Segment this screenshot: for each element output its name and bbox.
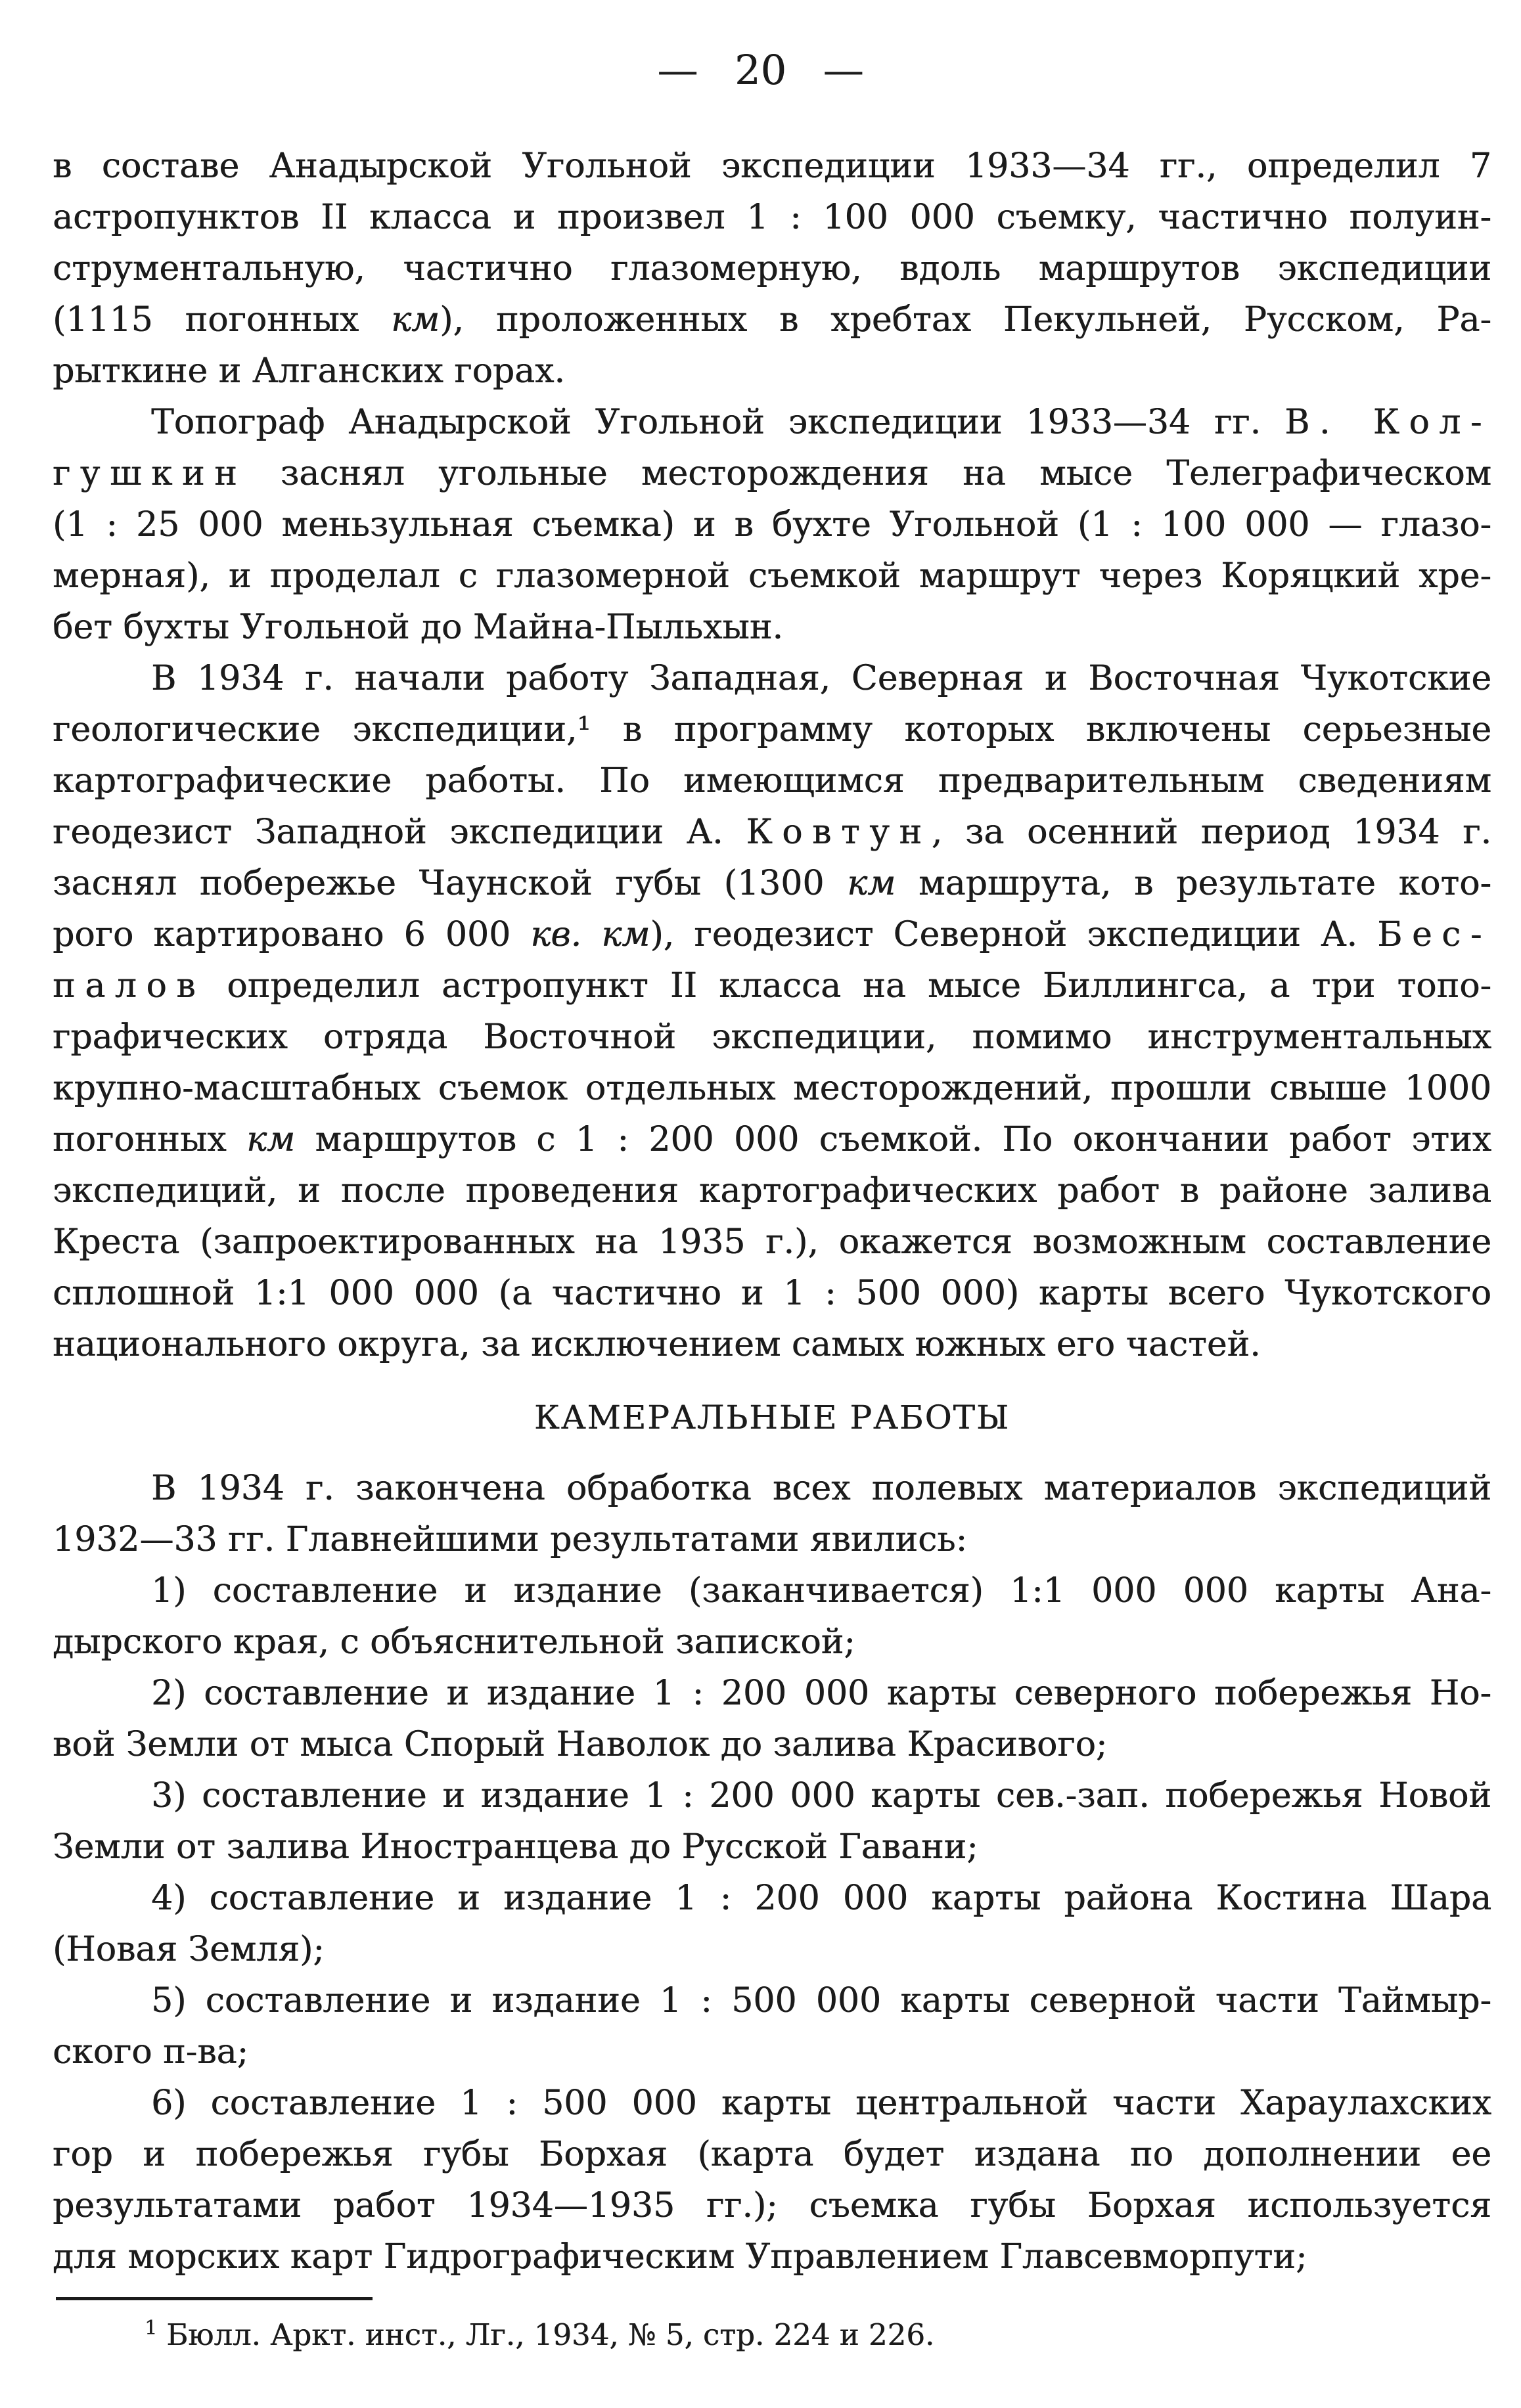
text-line: результатами работ 1934—1935 гг.); съемка губы Борхая используется — [53, 2186, 1491, 2225]
text-line: В 1934 г. закончена обработка всех полевых материалов экспедиций — [151, 1469, 1491, 1508]
text-line: В 1934 г. начали работу Западная, Северная и Восточная Чукотские — [151, 659, 1491, 698]
text-line: заснял побережье Чаунской губы (1300 км маршрута, в результате кото- — [53, 864, 1491, 903]
letterspaced-name: Ковтун — [746, 813, 932, 852]
italic-term: км — [246, 1120, 296, 1159]
text-line: вой Земли от мыса Спорый Наволок до залива Красивого; — [53, 1725, 1108, 1764]
italic-term: км — [847, 864, 896, 903]
text-line: графических отряда Восточной экспедиции, помимо инструментальных — [53, 1017, 1491, 1057]
text-line: струментальную, частично глазомерную, вдоль маршрутов экспедиции — [53, 249, 1491, 288]
text-line: (1115 погонных км), проложенных в хребтах Пекульней, Русском, Ра- — [53, 300, 1491, 340]
text-line: палов определил астропункт II класса на мысе Биллингса, а три топо- — [53, 966, 1491, 1006]
text-line: дырского края, с объяснительной запиской; — [53, 1622, 855, 1662]
text-line: экспедиций, и после проведения картографических работ в районе залива — [53, 1171, 1491, 1211]
text-line: Земли от залива Иностранцева до Русской Гавани; — [53, 1827, 978, 1867]
footnote — [53, 2315, 1491, 2355]
text-line: Креста (запроектированных на 1935 г.), окажется возможным составление — [53, 1222, 1491, 1262]
text-line: бет бухты Угольной до Майна-Пыльхын. — [53, 608, 783, 647]
text-line: картографические работы. По имеющимся предварительным сведениям — [53, 761, 1491, 801]
text-block — [53, 141, 1491, 2283]
text-line: крупно-масштабных съемок отдельных месторождений, прошли свыше 1000 — [53, 1069, 1491, 1108]
text-line: 1) составление и издание (заканчивается) 1:1 000 000 карты Ана- — [151, 1571, 1491, 1611]
text-line: национального округа, за исключением самых южных его частей. — [53, 1325, 1261, 1364]
text-line: 5) составление и издание 1 : 500 000 карты северной части Таймыр- — [151, 1981, 1491, 2020]
footnote-marker: 1 — [145, 2317, 158, 2340]
footnote-rule — [56, 2297, 373, 2300]
text-line: геодезист Западной экспедиции А. Ковтун, за осенний период 1934 г. — [53, 813, 1491, 852]
text-line: в составе Анадырской Угольной экспедиции 1933—34 гг., определил 7 — [53, 146, 1491, 186]
text-line: гор и побережья губы Борхая (карта будет издана по дополнении ее — [53, 2135, 1491, 2174]
text-line: геологические экспедиции,¹ в программу которых включены серьезные — [53, 710, 1491, 749]
letterspaced-name: Бес- — [1377, 915, 1491, 954]
text-line: астропунктов II класса и произвел 1 : 100 000 съемку, частично полуин- — [53, 198, 1491, 237]
text-line: (1 : 25 000 меньзульная съемка) и в бухте Угольной (1 : 100 000 — глазо- — [53, 505, 1491, 545]
text-line: (Новая Земля); — [53, 1930, 325, 1969]
text-line: погонных км маршрутов с 1 : 200 000 съемкой. По окончании работ этих — [53, 1120, 1491, 1159]
text-line: сплошной 1:1 000 000 (а частично и 1 : 500 000) карты всего Чукотского — [53, 1274, 1491, 1313]
text-line: ского п-ва; — [53, 2032, 249, 2072]
text-line: гушкин заснял угольные месторождения на мысе Телеграфическом — [53, 454, 1491, 493]
footnote-text: Бюлл. Аркт. инст., Лг., 1934, № 5, стр. 224 и 226. — [166, 2317, 935, 2352]
letterspaced-name: В. Кол- — [1284, 403, 1491, 442]
text-line: мерная), и проделал с глазомерной съемкой маршрут через Коряцкий хре- — [53, 556, 1491, 596]
text-line: 2) составление и издание 1 : 200 000 карты северного побережья Но- — [151, 1674, 1491, 1713]
text-line: Топограф Анадырской Угольной экспедиции 1933—34 гг. В. Кол- — [151, 403, 1491, 442]
text-line: рого картировано 6 000 кв. км), геодезист Северной экспедиции А. Бес- — [53, 915, 1491, 954]
italic-term: км — [390, 300, 440, 340]
letterspaced-name: гушкин — [53, 454, 247, 493]
text-line: 1932—33 гг. Главнейшими результатами явились: — [53, 1520, 967, 1559]
text-line: 6) составление 1 : 500 000 карты центральной части Хараулахских — [151, 2084, 1491, 2123]
text-line: рыткине и Алганских горах. — [53, 351, 565, 391]
text-line: 4) составление и издание 1 : 200 000 карты района Костина Шара — [151, 1879, 1491, 1918]
section-heading: КАМЕРАЛЬНЫЕ РАБОТЫ — [533, 1398, 1010, 1437]
text-line: для морских карт Гидрографическим Управлением Главсевморпути; — [53, 2237, 1307, 2277]
text-line: 3) составление и издание 1 : 200 000 карты сев.-зап. побережья Новой — [151, 1776, 1491, 1816]
italic-term: кв. км — [530, 915, 650, 954]
page-number: — 20 — — [657, 46, 864, 94]
letterspaced-name: палов — [53, 966, 206, 1006]
